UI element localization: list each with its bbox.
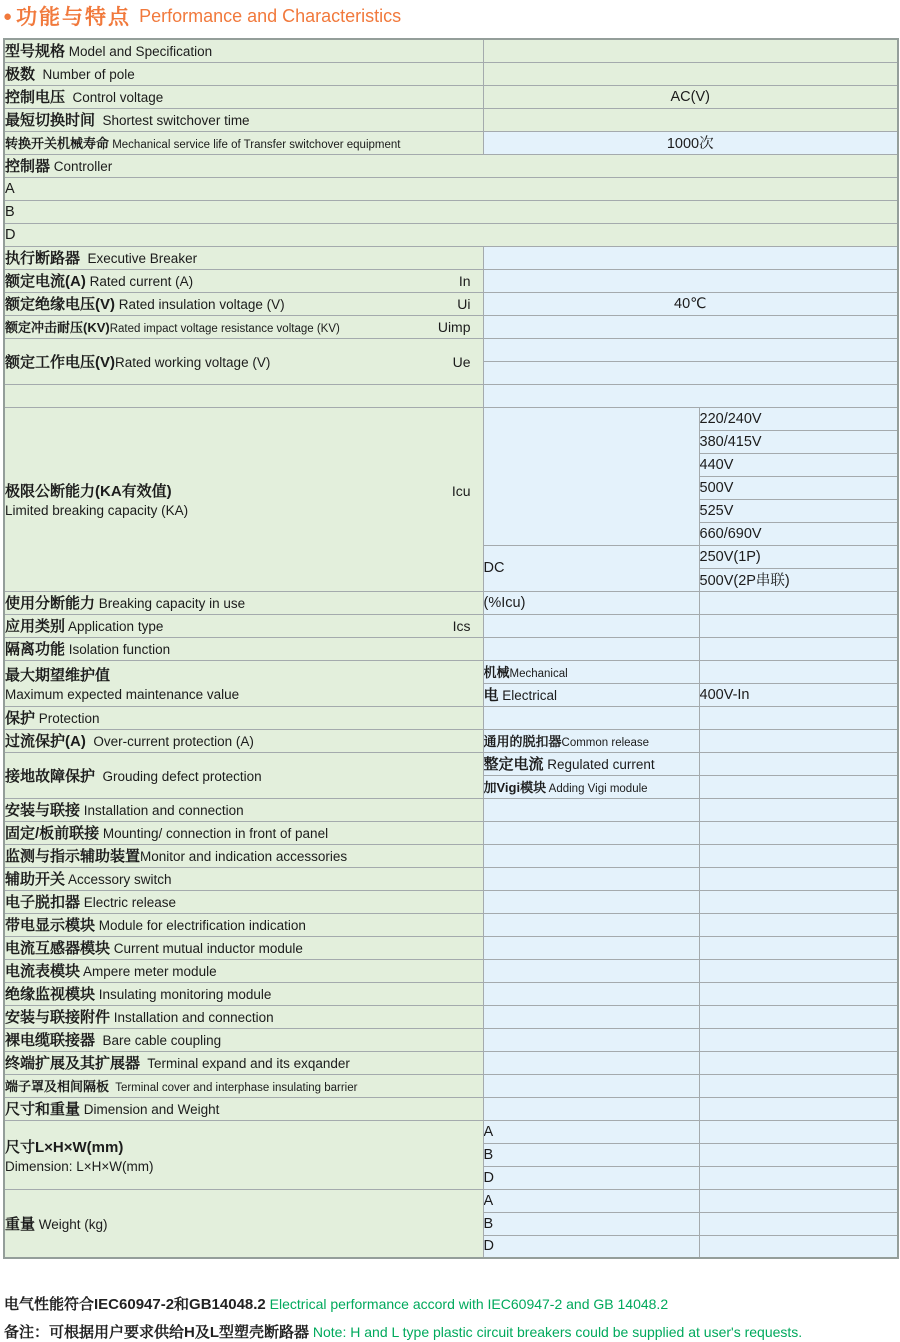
label-en: Executive Breaker xyxy=(80,251,198,266)
table-row xyxy=(4,223,898,246)
value-cell xyxy=(699,545,898,568)
cell-value: D xyxy=(483,1169,494,1186)
label-cell xyxy=(4,1074,483,1097)
label-line2: Dimension: L×H×W(mm) xyxy=(5,1158,154,1174)
value-cell xyxy=(699,476,898,499)
table-row xyxy=(4,177,898,200)
empty-cell xyxy=(699,1074,898,1097)
value-cell xyxy=(483,1189,699,1212)
label-en: Application type xyxy=(65,619,164,634)
empty-cell xyxy=(699,844,898,867)
table-row xyxy=(4,1005,898,1028)
empty-cell xyxy=(699,1212,898,1235)
label-en: Model and Specification xyxy=(65,44,213,60)
label-en: Over-current protection (A) xyxy=(85,734,254,749)
value-cell xyxy=(483,1212,699,1235)
label-en: Rated working voltage (V) xyxy=(115,354,271,370)
empty-cell xyxy=(483,1097,699,1120)
note-standards-en: Electrical performance accord with IEC60947-2 and GB 14048.2 xyxy=(265,1296,669,1312)
value-cell xyxy=(4,223,898,246)
label-zh: 安装与联接 xyxy=(5,802,81,819)
label-zh: 最短切换时间 xyxy=(5,112,96,129)
table-row xyxy=(4,821,898,844)
label-en: Grouding defect protection xyxy=(95,768,262,784)
label-cell xyxy=(4,1097,483,1120)
table-row xyxy=(4,890,898,913)
label-cell xyxy=(4,269,483,292)
label-en: Terminal expand and its exqander xyxy=(140,1056,350,1071)
label-en: Installation and connection xyxy=(80,803,244,818)
value-cell xyxy=(699,453,898,476)
empty-cell xyxy=(699,706,898,729)
label-zh: 额定冲击耐压(KV) xyxy=(5,320,110,335)
label-en: Mechanical service life of Transfer switchover equipment xyxy=(109,139,401,151)
label-cell xyxy=(4,407,483,591)
table-row xyxy=(4,407,898,430)
table-row xyxy=(4,315,898,338)
table-row xyxy=(4,154,898,177)
empty-cell xyxy=(699,982,898,1005)
empty-cell xyxy=(483,39,898,62)
label-zh: 隔离功能 xyxy=(5,641,66,658)
empty-cell xyxy=(483,867,699,890)
note-standards-zh: 电气性能符合IEC60947-2和GB14048.2 xyxy=(4,1296,266,1313)
label-zh: 额定工作电压(V) xyxy=(5,353,115,371)
label-zh: 尺寸L×H×W(mm) xyxy=(5,1138,124,1156)
label-cell xyxy=(4,729,483,752)
label-cell xyxy=(4,752,483,798)
cell-value: 250V(1P) xyxy=(699,548,761,565)
table-row xyxy=(4,936,898,959)
label-zh: 重量 xyxy=(5,1215,36,1233)
empty-cell xyxy=(483,913,699,936)
empty-cell xyxy=(699,729,898,752)
empty-cell xyxy=(699,798,898,821)
label-zh: 电流表模块 xyxy=(5,963,81,980)
label-en: Current mutual inductor module xyxy=(110,941,303,956)
table-row xyxy=(4,1051,898,1074)
label-zh: 机械 xyxy=(483,665,510,680)
symbol-label: Ue xyxy=(452,353,471,370)
empty-cell xyxy=(699,1166,898,1189)
label-zh: 应用类别 xyxy=(5,618,66,635)
label-en: Ampere meter module xyxy=(80,964,217,979)
table-row xyxy=(4,292,898,315)
cell-value: (%Icu) xyxy=(483,594,526,611)
label-en: Weight (kg) xyxy=(35,1216,108,1232)
empty-cell xyxy=(483,1074,699,1097)
empty-cell xyxy=(699,890,898,913)
empty-cell xyxy=(483,315,898,338)
table-row xyxy=(4,131,898,154)
note-remark-en: Note: H and L type plastic circuit breakers could be supplied at user's requests. xyxy=(309,1324,803,1340)
table-row xyxy=(4,591,898,614)
note-remark xyxy=(4,1321,802,1342)
label-cell xyxy=(4,85,483,108)
label-zh: 裸电缆联接器 xyxy=(5,1032,96,1049)
label-en: Protection xyxy=(35,711,100,726)
cell-value: 400V-In xyxy=(699,686,750,703)
label-zh: 固定/板前联接 xyxy=(5,825,100,842)
label-en: Adding Vigi module xyxy=(546,783,648,795)
label-cell xyxy=(4,315,483,338)
table-row xyxy=(4,1120,898,1143)
empty-cell xyxy=(483,890,699,913)
note-remark-zh: 备注：可根据用户要求供给H及L型塑壳断路器 xyxy=(4,1324,309,1341)
label-cell xyxy=(4,1051,483,1074)
cell-value: 500V(2P串联) xyxy=(699,573,790,589)
value-cell xyxy=(699,683,898,706)
label-zh: 额定电流(A) xyxy=(5,273,86,290)
table-row xyxy=(4,959,898,982)
label-zh: 尺寸和重量 xyxy=(5,1101,81,1118)
empty-cell xyxy=(483,338,898,361)
label-en: Isolation function xyxy=(65,642,171,657)
empty-cell xyxy=(699,637,898,660)
table-row xyxy=(4,913,898,936)
label-cell xyxy=(4,867,483,890)
label-cell xyxy=(4,338,483,384)
empty-cell xyxy=(483,959,699,982)
label-zh: 通用的脱扣器 xyxy=(483,734,562,749)
cell-value: B xyxy=(483,1215,494,1232)
label-zh: 接地故障保护 xyxy=(5,767,96,785)
cell-value: B xyxy=(483,1146,494,1163)
empty-cell xyxy=(699,1005,898,1028)
table-row xyxy=(4,269,898,292)
empty-cell xyxy=(699,867,898,890)
cell-value: A xyxy=(5,180,15,197)
label-en: Control voltage xyxy=(65,90,164,105)
label-line2: Limited breaking capacity (KA) xyxy=(5,503,189,518)
value-cell xyxy=(483,591,699,614)
value-cell xyxy=(699,499,898,522)
label-en: Number of pole xyxy=(35,67,135,82)
empty-cell xyxy=(483,982,699,1005)
table-row xyxy=(4,39,898,62)
label-zh: 型号规格 xyxy=(5,43,66,61)
label-en: Electrical xyxy=(498,688,558,703)
cell-value: 525V xyxy=(699,502,734,519)
empty-cell xyxy=(483,1051,699,1074)
label-en: Rated current (A) xyxy=(85,274,194,289)
empty-cell xyxy=(699,1028,898,1051)
label-zh: 电 xyxy=(483,687,499,704)
table-row xyxy=(4,246,898,269)
cell-value: A xyxy=(483,1123,494,1140)
value-cell xyxy=(483,1235,699,1258)
cell-value: 500V xyxy=(699,479,734,496)
empty-cell xyxy=(483,1028,699,1051)
table-row xyxy=(4,85,898,108)
value-cell xyxy=(483,85,898,108)
table-row xyxy=(4,384,898,407)
empty-cell xyxy=(483,1005,699,1028)
table-row xyxy=(4,729,898,752)
empty-cell xyxy=(483,821,699,844)
label-cell xyxy=(4,706,483,729)
label-cell xyxy=(4,959,483,982)
table-row xyxy=(4,108,898,131)
empty-cell xyxy=(483,62,898,85)
label-en: Controller xyxy=(50,159,113,174)
table-row xyxy=(4,660,898,683)
title-zh: 功能与特点 xyxy=(16,6,132,29)
label-zh: 过流保护(A) xyxy=(5,733,86,750)
empty-cell xyxy=(699,1143,898,1166)
label-en: Installation and connection xyxy=(110,1010,274,1025)
label-cell xyxy=(4,798,483,821)
label-en: Monitor and indication accessories xyxy=(140,849,348,864)
empty-cell xyxy=(699,913,898,936)
symbol-label: Ics xyxy=(452,618,471,634)
label-cell xyxy=(4,936,483,959)
label-zh: 辅助开关 xyxy=(5,871,66,888)
cell-value: B xyxy=(5,203,15,220)
label-cell xyxy=(4,660,483,706)
label-cell xyxy=(4,1189,483,1258)
empty-cell xyxy=(699,1189,898,1212)
value-cell xyxy=(483,1166,699,1189)
label-en: Insulating monitoring module xyxy=(95,987,272,1002)
label-en: Shortest switchover time xyxy=(95,113,250,128)
empty-cell xyxy=(699,936,898,959)
label-cell xyxy=(483,683,699,706)
label-zh: 整定电流 xyxy=(483,756,544,773)
label-zh: 使用分断能力 xyxy=(5,595,96,612)
table-row xyxy=(4,637,898,660)
label-en: Mechanical xyxy=(509,668,568,680)
label-cell xyxy=(4,292,483,315)
empty-cell xyxy=(699,591,898,614)
label-cell xyxy=(4,637,483,660)
label-cell xyxy=(4,131,483,154)
cell-value: 220/240V xyxy=(699,410,762,427)
label-cell xyxy=(483,775,699,798)
table-row xyxy=(4,614,898,637)
label-cell xyxy=(4,913,483,936)
page-title xyxy=(3,1,401,31)
label-cell xyxy=(4,246,483,269)
label-zh: 执行断路器 xyxy=(5,250,81,267)
value-cell xyxy=(483,545,699,591)
value-cell xyxy=(483,292,898,315)
empty-cell xyxy=(483,706,699,729)
empty-cell xyxy=(699,660,898,683)
cell-value: AC(V) xyxy=(670,88,710,105)
empty-cell xyxy=(483,361,898,384)
value-cell xyxy=(483,1143,699,1166)
symbol-label: Ui xyxy=(457,296,471,312)
cell-value: 380/415V xyxy=(699,433,762,450)
label-en: Rated insulation voltage (V) xyxy=(115,297,285,312)
cell-value: 40℃ xyxy=(674,295,707,312)
label-cell xyxy=(4,39,483,62)
label-cell xyxy=(4,844,483,867)
label-en: Common release xyxy=(561,737,650,749)
empty-cell xyxy=(483,844,699,867)
empty-cell xyxy=(699,1051,898,1074)
empty-cell xyxy=(483,246,898,269)
value-cell xyxy=(4,177,898,200)
label-cell xyxy=(483,752,699,775)
label-zh: 安装与联接附件 xyxy=(5,1009,111,1026)
value-cell xyxy=(483,1120,699,1143)
table-row xyxy=(4,1189,898,1212)
label-zh: 带电显示模块 xyxy=(5,917,96,934)
label-zh: 极数 xyxy=(5,66,36,83)
table-row xyxy=(4,62,898,85)
empty-cell xyxy=(483,108,898,131)
label-cell xyxy=(4,62,483,85)
label-en: Accessory switch xyxy=(65,872,172,887)
label-en: Dimension and Weight xyxy=(80,1102,220,1117)
label-zh: 绝缘监视模块 xyxy=(5,986,96,1003)
cell-value: 1000次 xyxy=(666,136,714,152)
table-row xyxy=(4,1028,898,1051)
label-cell xyxy=(4,821,483,844)
label-cell xyxy=(4,1120,483,1189)
label-en: Bare cable coupling xyxy=(95,1033,222,1048)
value-cell xyxy=(699,568,898,591)
label-zh: 加Vigi模块 xyxy=(483,780,547,795)
label-cell xyxy=(4,1028,483,1051)
table-row xyxy=(4,200,898,223)
symbol-label: Icu xyxy=(451,483,471,499)
label-zh: 极限公断能力(KA有效值) xyxy=(5,483,172,500)
empty-cell xyxy=(483,384,898,407)
label-cell xyxy=(4,108,483,131)
label-zh: 电子脱扣器 xyxy=(5,894,81,911)
label-cell xyxy=(4,154,898,177)
cell-value: DC xyxy=(483,560,505,576)
empty-cell xyxy=(699,821,898,844)
empty-cell xyxy=(4,384,483,407)
label-cell xyxy=(4,614,483,637)
table-row xyxy=(4,982,898,1005)
label-cell xyxy=(4,1005,483,1028)
value-cell xyxy=(4,200,898,223)
symbol-label: Uimp xyxy=(437,319,471,335)
empty-cell xyxy=(483,407,699,545)
value-cell xyxy=(483,131,898,154)
title-en: Performance and Characteristics xyxy=(139,5,402,26)
cell-value: 660/690V xyxy=(699,525,762,542)
label-zh: 控制器 xyxy=(5,158,51,175)
table-row xyxy=(4,867,898,890)
label-en: Regulated current xyxy=(543,757,655,772)
empty-cell xyxy=(699,1235,898,1258)
value-cell xyxy=(699,407,898,430)
empty-cell xyxy=(483,269,898,292)
table-row xyxy=(4,1097,898,1120)
label-en: Breaking capacity in use xyxy=(95,596,246,611)
label-zh: 保护 xyxy=(5,710,36,727)
label-cell xyxy=(483,729,699,752)
label-cell xyxy=(4,890,483,913)
value-cell xyxy=(699,522,898,545)
label-zh: 转换开关机械寿命 xyxy=(5,136,110,151)
label-zh: 额定绝缘电压(V) xyxy=(5,296,115,313)
label-zh: 控制电压 xyxy=(5,89,66,106)
label-zh: 最大期望维护值 xyxy=(5,667,111,684)
table-row xyxy=(4,844,898,867)
value-cell xyxy=(699,430,898,453)
empty-cell xyxy=(483,936,699,959)
cell-value: A xyxy=(483,1192,494,1209)
table-row xyxy=(4,706,898,729)
note-standards xyxy=(4,1293,668,1314)
label-zh: 监测与指示辅助装置 xyxy=(5,848,141,865)
empty-cell xyxy=(699,614,898,637)
label-zh: 端子罩及相间隔板 xyxy=(5,1079,110,1094)
label-cell xyxy=(4,982,483,1005)
table-row xyxy=(4,338,898,361)
label-zh: 电流互感器模块 xyxy=(5,940,111,957)
spec-table-body xyxy=(4,39,898,1258)
label-en: Electric release xyxy=(80,895,177,910)
bullet-icon: ● xyxy=(3,7,13,25)
table-row xyxy=(4,798,898,821)
empty-cell xyxy=(699,1120,898,1143)
cell-value: 440V xyxy=(699,456,734,473)
empty-cell xyxy=(483,637,699,660)
empty-cell xyxy=(699,775,898,798)
cell-value: D xyxy=(483,1238,494,1255)
empty-cell xyxy=(483,798,699,821)
label-en: Mounting/ connection in front of panel xyxy=(99,826,329,841)
label-cell xyxy=(4,591,483,614)
table-row xyxy=(4,1074,898,1097)
label-en: Module for electrification indication xyxy=(95,918,306,933)
empty-cell xyxy=(699,752,898,775)
symbol-label: In xyxy=(458,273,471,289)
label-cell xyxy=(483,660,699,683)
empty-cell xyxy=(699,1097,898,1120)
empty-cell xyxy=(483,614,699,637)
label-zh: 终端扩展及其扩展器 xyxy=(5,1055,141,1072)
table-row xyxy=(4,752,898,775)
cell-value: D xyxy=(5,226,16,243)
label-en: Terminal cover and interphase insulating barrier xyxy=(109,1082,358,1094)
empty-cell xyxy=(699,959,898,982)
label-line2: Maximum expected maintenance value xyxy=(5,687,240,702)
label-en: Rated impact voltage resistance voltage (KV) xyxy=(109,323,340,335)
spec-table xyxy=(3,38,899,1259)
